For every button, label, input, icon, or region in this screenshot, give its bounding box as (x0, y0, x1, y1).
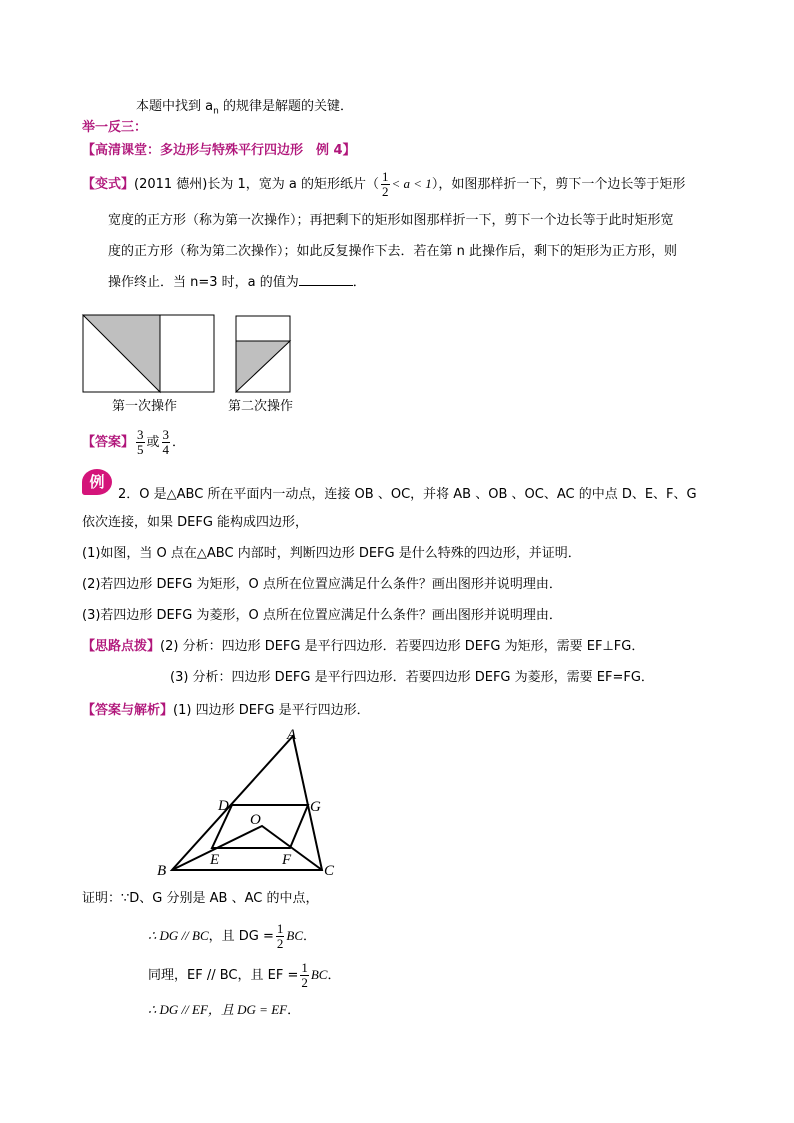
intro-text: 本题中找到 a (136, 99, 214, 114)
proof-3b: ，且 EF = (237, 968, 299, 983)
frac-num: 1 (301, 960, 308, 975)
label-d: D (218, 798, 229, 814)
triangle-figure (150, 722, 350, 882)
example-badge: 例 (82, 469, 112, 495)
first-operation-label: 第一次操作 (112, 399, 178, 414)
variant-tag: 【变式】 (82, 177, 135, 192)
frac-den: 2 (301, 975, 308, 990)
frac-den: 2 (382, 184, 389, 199)
label-b: B (157, 863, 167, 879)
frac-num: 1 (382, 169, 389, 184)
variant-line-3: 度的正方形（称为第二次操作）；如此反复操作下去．若在第 n 此操作后，剩下的矩形为正方形，则 (108, 244, 678, 259)
second-operation-label: 第二次操作 (228, 399, 294, 414)
q2-part-3: (3)若四边形 DEFG 为菱形，O 点所在位置应满足什么条件？画出图形并说明理由． (82, 608, 562, 623)
label-a: A (287, 727, 297, 743)
proof-4b: ，且 DG = EF (207, 1002, 288, 1017)
q2-line-2: 依次连接，如果 DEFG 能构成四边形， (82, 515, 309, 530)
solution-line (82, 701, 370, 721)
proof-4a: ∴ DG // EF (148, 1002, 208, 1017)
frac-num: 3 (137, 427, 144, 442)
q2-line-1: 2．O 是△ABC 所在平面内一动点，连接 OB 、OC，并将 AB 、OB 、OC、AC 的中点 D、E、F、G (118, 487, 697, 502)
frac-num: 3 (162, 427, 170, 442)
proof-line-3 (148, 961, 340, 990)
answer-fraction-1 (136, 428, 145, 457)
answer-fraction-2 (162, 428, 171, 457)
variant-line-4 (108, 273, 366, 293)
hint-line-1 (82, 637, 644, 657)
proof-3d: ． (327, 968, 341, 983)
intro-text-end: 的规律是解题的关键． (218, 99, 353, 114)
proof-2a: ∴ DG // BC (148, 928, 209, 943)
frac-den: 2 (276, 936, 284, 951)
frac-den: 5 (137, 442, 144, 457)
half-fraction-2 (300, 961, 309, 990)
variant-line-1 (82, 170, 685, 199)
proof-2c: BC (286, 928, 304, 943)
triangle-abc (172, 736, 322, 870)
answer-or: 或 (146, 435, 160, 450)
answer-end: ． (172, 435, 186, 450)
frac-num: 1 (276, 921, 284, 936)
q2-part-1: (1)如图，当 O 点在△ABC 内部时，判断四边形 DEFG 是什么特殊的四边形，并证明． (82, 546, 581, 561)
answer-line (82, 428, 185, 457)
proof-4c: ． (287, 1003, 301, 1018)
proof-line-1: 证明：∵D、G 分别是 AB 、AC 的中点， (82, 891, 319, 906)
answer-blank (299, 273, 353, 286)
intro-subscript: n (213, 106, 219, 117)
variant-text-1a: (2011 德州)长为 1，宽为 a 的矩形纸片（ (134, 177, 380, 192)
solution-tag: 【答案与解析】 (82, 703, 174, 718)
intro-line (136, 97, 353, 122)
hint-tag: 【思路点拨】 (82, 639, 161, 654)
proof-line-2 (148, 922, 316, 951)
hint-text-1: (2) 分析：四边形 DEFG 是平行四边形．若要四边形 DEFG 为矩形，需要 EF⊥FG． (160, 639, 645, 654)
fold-operations-figure (80, 312, 300, 397)
variant-text-1b: ），如图那样折一下，剪下一个边长等于矩形 (431, 177, 686, 192)
answer-tag: 【答案】 (82, 435, 135, 450)
hd-class-heading: 【高清课堂：多边形与特殊平行四边形 例 4】 (82, 143, 356, 158)
hint-line-2: (3) 分析：四边形 DEFG 是平行四边形．若要四边形 DEFG 为菱形，需要 EF=FG． (170, 670, 654, 685)
variant-text-4b: ． (352, 275, 366, 290)
variant-fraction (381, 170, 390, 199)
label-e: E (210, 852, 220, 868)
solution-text: (1) 四边形 DEFG 是平行四边形． (173, 703, 370, 718)
proof-3c: BC (310, 967, 328, 982)
half-fraction (276, 922, 285, 951)
proof-line-4 (148, 1000, 300, 1021)
proof-2b: ，且 DG = (208, 929, 274, 944)
proof-2d: ． (303, 929, 317, 944)
label-o: O (250, 812, 261, 828)
variant-inequality: < a < 1 (391, 176, 432, 191)
proof-3a: 同理，EF // BC (148, 968, 238, 983)
q2-part-2: (2)若四边形 DEFG 为矩形，O 点所在位置应满足什么条件？画出图形并说明理由． (82, 577, 562, 592)
second-operation-figure (236, 316, 290, 392)
label-g: G (310, 799, 321, 815)
jyfs-heading: 举一反三： (82, 120, 148, 135)
label-f: F (282, 852, 292, 868)
variant-line-2: 宽度的正方形（称为第一次操作）；再把剩下的矩形如图那样折一下，剪下一个边长等于此时矩形宽 (108, 213, 674, 228)
first-operation-figure (83, 315, 214, 392)
label-c: C (324, 863, 335, 879)
variant-text-4a: 操作终止．当 n=3 时，a 的值为 (108, 275, 299, 290)
frac-den: 4 (162, 442, 170, 457)
